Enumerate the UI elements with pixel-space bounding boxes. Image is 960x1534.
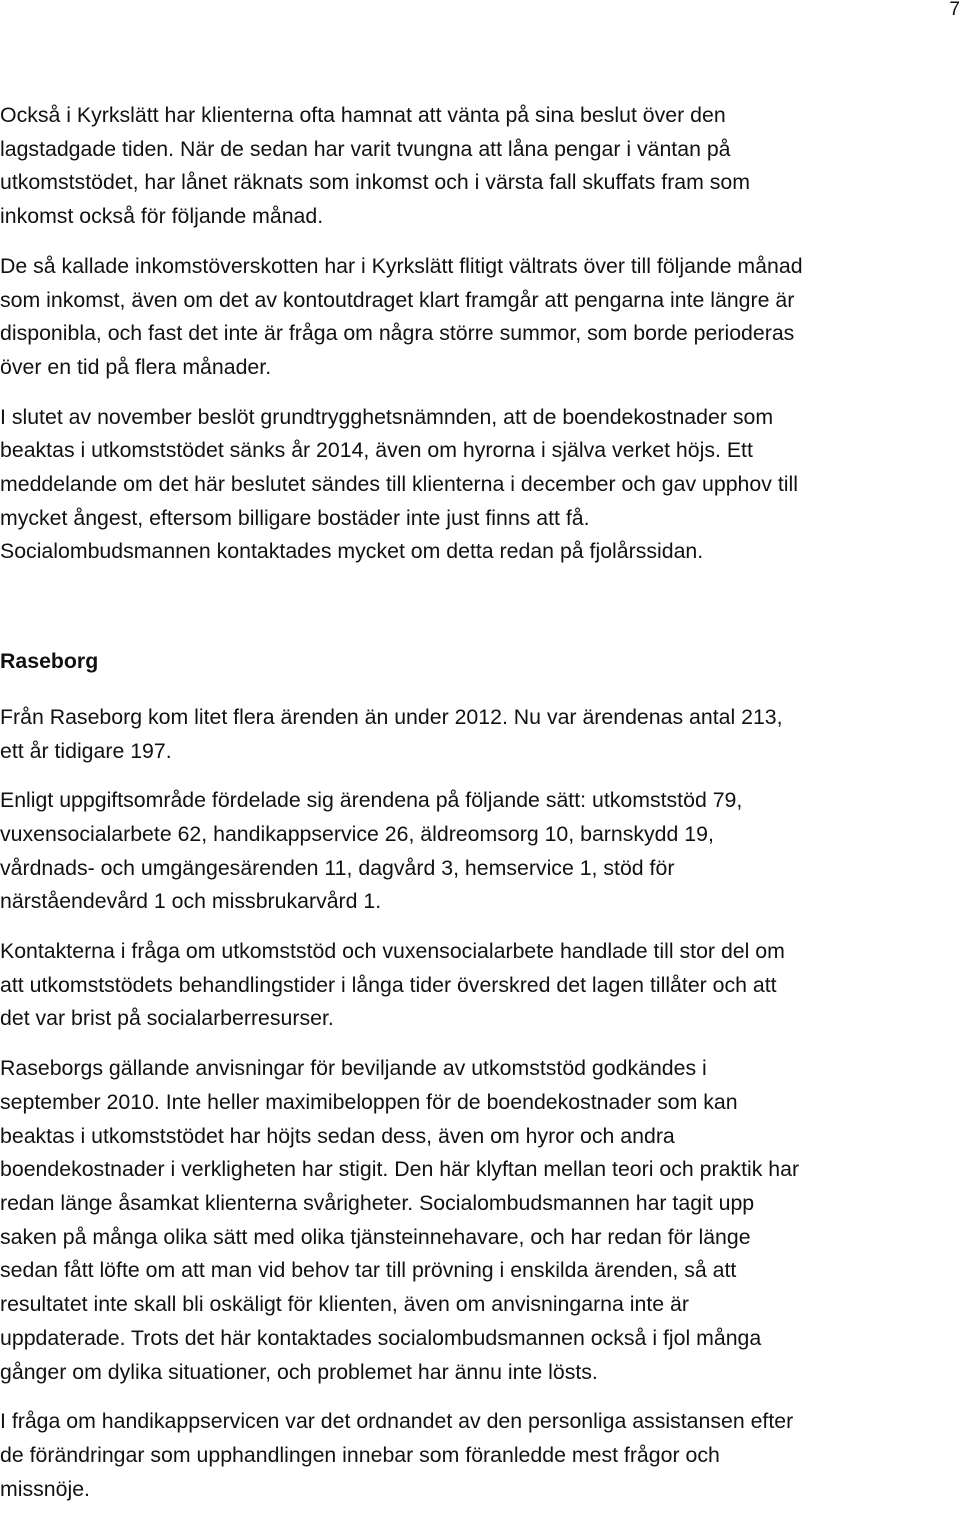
text-line: Från Raseborg kom litet flera ärenden än under 2012. Nu var ärendenas antal 213, <box>0 704 783 729</box>
text-line: gånger om dylika situationer, och problemet har ännu inte lösts. <box>0 1359 598 1384</box>
text-line: missnöje. <box>0 1476 90 1501</box>
text-line: Kontakterna i fråga om utkomststöd och vuxensocialarbete handlade till stor del om <box>0 939 785 964</box>
paragraph <box>0 1405 960 1506</box>
text-line: beaktas i utkomststödet sänks år 2014, även om hyrorna i själva verket höjs. Ett <box>0 438 753 463</box>
page-number: 7 <box>949 0 960 20</box>
text-line: resultatet inte skall bli oskäligt för klienten, även om anvisningarna inte är <box>0 1292 689 1317</box>
paragraph <box>0 99 960 234</box>
paragraph <box>0 784 960 919</box>
paragraph <box>0 701 960 768</box>
text-line: lagstadgade tiden. När de sedan har varit tvungna att låna pengar i väntan på <box>0 136 731 161</box>
text-line: närståendevård 1 och missbrukarvård 1. <box>0 889 382 914</box>
text-line: I fråga om handikappservicen var det ordnandet av den personliga assistansen efter <box>0 1409 794 1434</box>
paragraph <box>0 1052 960 1389</box>
text-line: redan länge åsamkat klienterna svårigheter. Socialombudsmannen har tagit upp <box>0 1190 755 1215</box>
paragraph <box>0 250 960 385</box>
text-line: Också i Kyrkslätt har klienterna ofta hamnat att vänta på sina beslut över den <box>0 103 726 127</box>
text-line: mycket ångest, eftersom billigare bostäder inte just finns att få. <box>0 505 590 530</box>
document-body <box>0 99 960 1506</box>
text-line: vuxensocialarbete 62, handikappservice 26, äldreomsorg 10, barnskydd 19, <box>0 821 714 846</box>
text-line: Socialombudsmannen kontaktades mycket om detta redan på fjolårssidan. <box>0 539 704 564</box>
text-line: som inkomst, även om det av kontoutdraget klart framgår att pengarna inte längre är <box>0 287 795 312</box>
text-line: I slutet av november beslöt grundtrygghetsnämnden, att de boendekostnader som <box>0 404 774 429</box>
text-line: ett år tidigare 197. <box>0 738 172 763</box>
text-line: att utkomststödets behandlingstider i långa tider överskred det lagen tillåter och att <box>0 972 777 997</box>
text-line: meddelande om det här beslutet sändes till klienterna i december och gav upphov till <box>0 472 798 497</box>
text-line: över en tid på flera månader. <box>0 354 272 379</box>
paragraph <box>0 935 960 1036</box>
section-heading: Raseborg <box>0 649 99 674</box>
text-line: det var brist på socialarberresurser. <box>0 1006 334 1031</box>
text-line: vårdnads- och umgängesärenden 11, dagvård 3, hemservice 1, stöd för <box>0 855 675 880</box>
text-line: uppdaterade. Trots det här kontaktades socialombudsmannen också i fjol många <box>0 1325 762 1350</box>
text-line: sedan fått löfte om att man vid behov tar till prövning i enskilda ärenden, så att <box>0 1258 737 1283</box>
text-line: disponibla, och fast det inte är fråga om några större summor, som borde perioderas <box>0 321 795 346</box>
text-line: boendekostnader i verkligheten har stigit. Den här klyftan mellan teori och praktik har <box>0 1157 800 1182</box>
text-line: saken på många olika sätt med olika tjänsteinnehavare, och har redan för länge <box>0 1224 751 1249</box>
text-line: inkomst också för följande månad. <box>0 204 324 229</box>
text-line: Enligt uppgiftsområde fördelade sig ärendena på följande sätt: utkomststöd 79, <box>0 788 743 813</box>
text-line: beaktas i utkomststödet har höjts sedan dess, även om hyror och andra <box>0 1123 675 1148</box>
text-line: De så kallade inkomstöverskotten har i Kyrkslätt flitigt vältrats över till följande månad <box>0 253 803 278</box>
text-line: de förändringar som upphandlingen innebar som föranledde mest frågor och <box>0 1442 720 1467</box>
text-line: utkomststödet, har lånet räknats som inkomst och i värsta fall skuffats fram som <box>0 170 751 195</box>
text-line: Raseborgs gällande anvisningar för beviljande av utkomststöd godkändes i <box>0 1056 707 1081</box>
text-line: september 2010. Inte heller maximibeloppen för de boendekostnader som kan <box>0 1089 738 1114</box>
paragraph <box>0 401 960 570</box>
